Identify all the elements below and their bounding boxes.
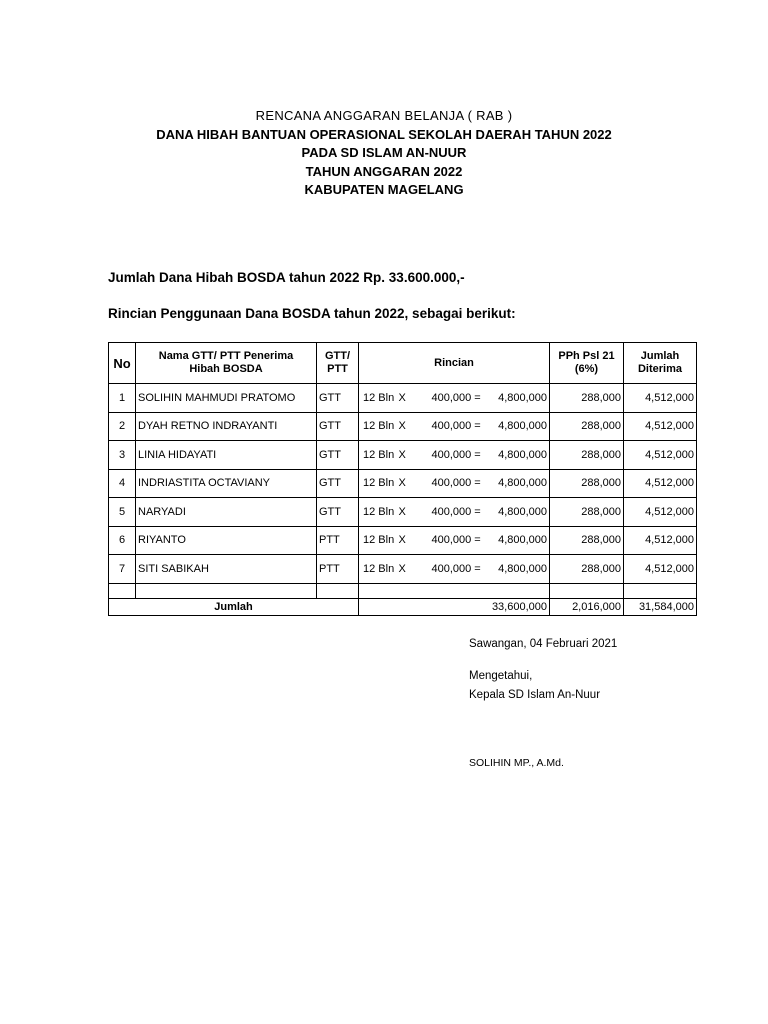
totals-pph: 2,016,000	[550, 598, 624, 615]
row-no: 6	[109, 526, 136, 555]
rincian-total: 4,800,000	[498, 448, 548, 461]
row-received: 4,512,000	[624, 469, 697, 498]
row-received: 4,512,000	[624, 412, 697, 441]
rincian-months: 12 Bln	[363, 562, 395, 575]
rincian-total: 4,800,000	[498, 534, 548, 547]
rincian-times: X	[398, 562, 406, 575]
rincian-equals: =	[474, 505, 481, 518]
table-row	[109, 469, 697, 498]
header-type	[317, 343, 359, 384]
row-type: PTT	[317, 526, 359, 555]
rincian-price: 400,000	[431, 477, 472, 490]
row-type: GTT	[317, 469, 359, 498]
row-name: DYAH RETNO INDRAYANTI	[136, 412, 317, 441]
rincian-months: 12 Bln	[363, 391, 395, 404]
row-no: 4	[109, 469, 136, 498]
table-row	[109, 526, 697, 555]
blank-cell	[359, 583, 550, 598]
rincian-times: X	[398, 534, 406, 547]
row-type: GTT	[317, 441, 359, 470]
header-received-line1: Jumlah	[640, 350, 680, 362]
blank-cell	[317, 583, 359, 598]
rincian-months: 12 Bln	[363, 477, 395, 490]
rincian-total: 4,800,000	[498, 562, 548, 575]
totals-received: 31,584,000	[624, 598, 697, 615]
budget-table	[108, 342, 697, 616]
row-pph: 288,000	[550, 412, 624, 441]
header-name-line1: Nama GTT/ PTT Penerima	[158, 350, 294, 362]
row-name: SOLIHIN MAHMUDI PRATOMO	[136, 384, 317, 413]
row-name: RIYANTO	[136, 526, 317, 555]
row-name: LINIA HIDAYATI	[136, 441, 317, 470]
rincian-times: X	[398, 477, 406, 490]
rincian-total: 4,800,000	[498, 477, 548, 490]
header-type-line1: GTT/	[324, 350, 351, 362]
row-received: 4,512,000	[624, 555, 697, 584]
header-pph-line1: PPh Psl 21	[558, 350, 615, 362]
rincian-equals: =	[474, 477, 481, 490]
rincian-times: X	[398, 448, 406, 461]
row-no: 3	[109, 441, 136, 470]
totals-row	[109, 598, 697, 615]
rincian-times: X	[398, 420, 406, 433]
row-rincian	[359, 441, 550, 470]
header-name	[136, 343, 317, 384]
row-rincian	[359, 384, 550, 413]
title-program: DANA HIBAH BANTUAN OPERASIONAL SEKOLAH DAERAH TAHUN 2022	[156, 126, 612, 142]
title-school: PADA SD ISLAM AN-NUUR	[301, 145, 467, 160]
table-row	[109, 498, 697, 527]
row-name: NARYADI	[136, 498, 317, 527]
row-pph: 288,000	[550, 498, 624, 527]
row-rincian	[359, 526, 550, 555]
rincian-times: X	[398, 505, 406, 518]
rincian-price: 400,000	[431, 505, 472, 518]
header-pph	[550, 343, 624, 384]
rincian-total: 4,800,000	[498, 420, 548, 433]
title-rab: RENCANA ANGGARAN BELANJA ( RAB )	[255, 108, 513, 123]
row-pph: 288,000	[550, 441, 624, 470]
rincian-months: 12 Bln	[363, 534, 395, 547]
rincian-months: 12 Bln	[363, 420, 395, 433]
table-header-row	[109, 343, 697, 384]
row-received: 4,512,000	[624, 441, 697, 470]
header-no: No	[109, 343, 136, 384]
rincian-equals: =	[474, 391, 481, 404]
usage-detail-line: Rincian Penggunaan Dana BOSDA tahun 2022, sebagai berikut:	[108, 306, 516, 321]
row-received: 4,512,000	[624, 498, 697, 527]
table-row	[109, 412, 697, 441]
header-name-line2: Hibah BOSDA	[189, 363, 263, 375]
rincian-equals: =	[474, 534, 481, 547]
row-type: GTT	[317, 498, 359, 527]
rincian-months: 12 Bln	[363, 505, 395, 518]
rincian-price: 400,000	[431, 448, 472, 461]
row-name: SITI SABIKAH	[136, 555, 317, 584]
table-row	[109, 441, 697, 470]
row-pph: 288,000	[550, 384, 624, 413]
row-no: 1	[109, 384, 136, 413]
row-type: GTT	[317, 412, 359, 441]
rincian-months: 12 Bln	[363, 448, 395, 461]
header-rincian: Rincian	[359, 343, 550, 384]
row-name: INDRIASTITA OCTAVIANY	[136, 469, 317, 498]
header-type-line2: PTT	[327, 363, 348, 375]
blank-row	[109, 583, 697, 598]
row-received: 4,512,000	[624, 526, 697, 555]
totals-rincian: 33,600,000	[359, 598, 550, 615]
blank-cell	[136, 583, 317, 598]
table-row	[109, 555, 697, 584]
header-received-line2: Diterima	[637, 363, 683, 375]
rincian-total: 4,800,000	[498, 505, 548, 518]
rincian-price: 400,000	[431, 534, 472, 547]
rincian-total: 4,800,000	[498, 391, 548, 404]
signature-place-date: Sawangan, 04 Februari 2021	[469, 638, 618, 650]
rincian-equals: =	[474, 562, 481, 575]
grant-amount-line: Jumlah Dana Hibah BOSDA tahun 2022 Rp. 33.600.000,-	[108, 270, 465, 285]
rincian-times: X	[398, 391, 406, 404]
row-type: GTT	[317, 384, 359, 413]
rincian-price: 400,000	[431, 391, 472, 404]
row-rincian	[359, 555, 550, 584]
rincian-equals: =	[474, 420, 481, 433]
row-no: 7	[109, 555, 136, 584]
header-received	[624, 343, 697, 384]
row-rincian	[359, 412, 550, 441]
row-no: 2	[109, 412, 136, 441]
row-type: PTT	[317, 555, 359, 584]
signature-acknowledged: Mengetahui,	[469, 670, 533, 682]
row-received: 4,512,000	[624, 384, 697, 413]
blank-cell	[550, 583, 624, 598]
signature-name: SOLIHIN MP., A.Md.	[469, 757, 564, 769]
totals-label: Jumlah	[109, 598, 359, 615]
document-title-block	[0, 107, 768, 200]
row-pph: 288,000	[550, 555, 624, 584]
blank-cell	[624, 583, 697, 598]
rincian-equals: =	[474, 448, 481, 461]
title-fiscal-year: TAHUN ANGGARAN 2022	[305, 163, 463, 179]
title-regency: KABUPATEN MAGELANG	[304, 182, 464, 197]
row-pph: 288,000	[550, 526, 624, 555]
table-row	[109, 384, 697, 413]
blank-cell	[109, 583, 136, 598]
rincian-price: 400,000	[431, 562, 472, 575]
rincian-price: 400,000	[431, 420, 472, 433]
signature-role: Kepala SD Islam An-Nuur	[469, 689, 601, 701]
row-pph: 288,000	[550, 469, 624, 498]
row-rincian	[359, 469, 550, 498]
header-pph-line2: (6%)	[574, 363, 599, 375]
row-no: 5	[109, 498, 136, 527]
row-rincian	[359, 498, 550, 527]
